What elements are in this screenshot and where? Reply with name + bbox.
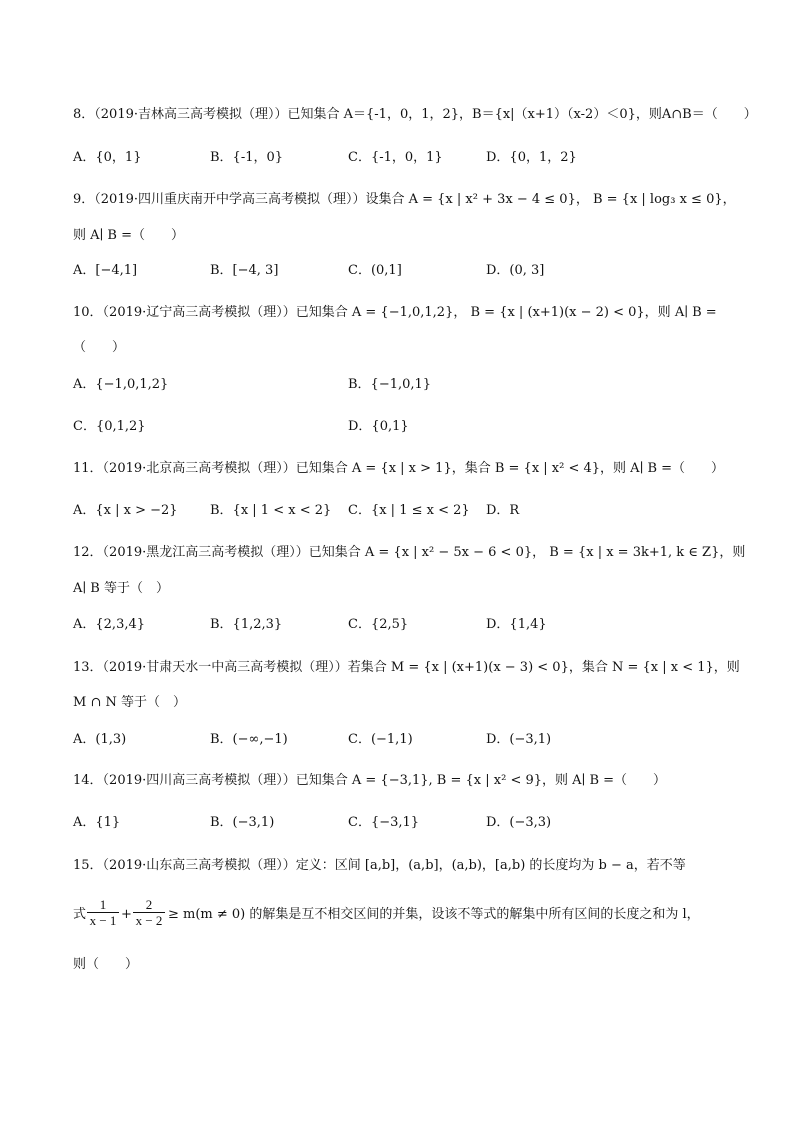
q11-option-a: A．{x | x > −2} xyxy=(73,503,178,518)
q14-option-c: C．{−3,1} xyxy=(348,815,420,830)
q8-option-a: A．{0，1} xyxy=(73,150,142,165)
fraction-2 xyxy=(133,897,165,928)
question-9-stem-cont: 则 A∣ B =（ ） xyxy=(73,228,185,243)
q10-option-b: B．{−1,0,1} xyxy=(348,377,432,392)
question-9-stem: 9．（2019·四川重庆南开中学高三高考模拟（理））设集合 A = {x | x² + 3x − 4 ≤ 0}， B = {x | log₃ x ≤ 0}， xyxy=(73,192,736,207)
question-15-line2-rest: ≥ m(m ≠ 0) 的解集是互不相交区间的并集，设该不等式的解集中所有区间的长度之和为 l， xyxy=(168,907,700,922)
q12-option-c: C．{2,5} xyxy=(348,617,409,632)
q10-option-c: C．{0,1,2} xyxy=(73,419,146,434)
question-12-stem: 12．（2019·黑龙江高三高考模拟（理））已知集合 A = {x | x² − 5x − 6 < 0}， B = {x | x = 3k+1, k ∈ Z}，则 xyxy=(73,545,746,560)
question-11-stem: 11．（2019·北京高三高考模拟（理））已知集合 A = {x | x > 1}，集合 B = {x | x² < 4}，则 A∣ B =（ ） xyxy=(73,461,725,476)
q9-option-d: D．(0, 3] xyxy=(486,263,545,278)
q9-option-c: C．(0,1] xyxy=(348,263,402,278)
q9-option-a: A．[−4,1] xyxy=(73,263,138,278)
plus-sign: + xyxy=(121,907,132,922)
question-13-stem-cont: M ∩ N 等于（ ） xyxy=(73,695,186,710)
question-12-stem-cont: A∣ B 等于（ ） xyxy=(73,581,169,596)
fraction-1-numerator: 1 xyxy=(87,897,119,913)
q11-option-d: D．R xyxy=(486,503,520,518)
q8-option-c: C．{-1，0，1} xyxy=(348,150,443,165)
q9-option-b: B．[−4, 3] xyxy=(210,263,279,278)
q11-option-c: C．{x | 1 ≤ x < 2} xyxy=(348,503,470,518)
q14-option-b: B．(−3,1) xyxy=(210,815,275,830)
fraction-2-denominator: x − 2 xyxy=(135,913,163,928)
q8-option-b: B．{-1，0} xyxy=(210,150,284,165)
q13-option-b: B．(−∞,−1) xyxy=(210,732,288,747)
question-10-stem-cont: （ ） xyxy=(73,340,126,355)
question-10-stem: 10．（2019·辽宁高三高考模拟（理））已知集合 A = {−1,0,1,2}， B = {x | (x+1)(x − 2) < 0}，则 A∣ B = xyxy=(73,305,717,320)
q12-option-b: B．{1,2,3} xyxy=(210,617,283,632)
fraction-1-denominator: x − 1 xyxy=(89,913,117,928)
question-8-stem: 8．（2019·吉林高三高考模拟（理））已知集合 A＝{-1，0，1，2}，B＝{x|（x+1）（x-2）＜0}，则A∩B＝（ ） xyxy=(73,107,757,122)
q13-option-a: A．(1,3) xyxy=(73,732,127,747)
q10-option-a: A．{−1,0,1,2} xyxy=(73,377,169,392)
question-15-line2-prefix: 式 xyxy=(73,907,87,922)
q13-option-d: D．(−3,1) xyxy=(486,732,552,747)
q12-option-d: D．{1,4} xyxy=(486,617,547,632)
q10-option-d: D．{0,1} xyxy=(348,419,409,434)
question-15-stem-end: 则（ ） xyxy=(73,957,139,972)
fraction-1 xyxy=(87,897,119,928)
q13-option-c: C．(−1,1) xyxy=(348,732,413,747)
q14-option-a: A．{1} xyxy=(73,815,121,830)
fraction-2-numerator: 2 xyxy=(133,897,165,913)
question-14-stem: 14．（2019·四川高三高考模拟（理））已知集合 A = {−3,1}, B = {x | x² < 9}，则 A∣ B =（ ） xyxy=(73,773,667,788)
question-15-stem: 15．（2019·山东高三高考模拟（理））定义：区间 [a,b]，(a,b]，(a,b)，[a,b) 的长度均为 b − a，若不等 xyxy=(73,858,686,873)
q12-option-a: A．{2,3,4} xyxy=(73,617,146,632)
q8-option-d: D．{0，1，2} xyxy=(486,150,577,165)
q11-option-b: B．{x | 1 < x < 2} xyxy=(210,503,332,518)
q14-option-d: D．(−3,3) xyxy=(486,815,552,830)
question-13-stem: 13．（2019·甘肃天水一中高三高考模拟（理））若集合 M = {x | (x+1)(x − 3) < 0}，集合 N = {x | x < 1}，则 xyxy=(73,660,740,675)
